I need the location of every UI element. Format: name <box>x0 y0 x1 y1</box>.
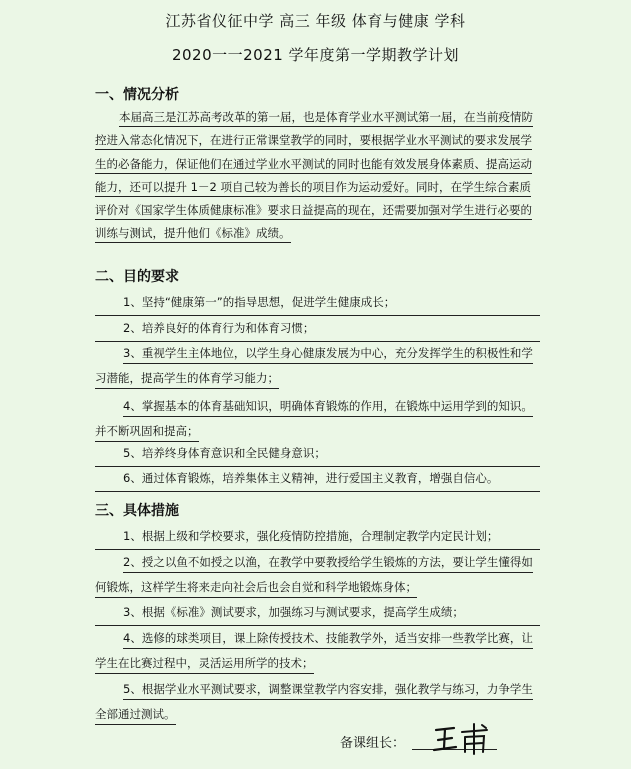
document-title-line2: 2020一一2021 学年度第一学期教学计划 <box>171 46 460 64</box>
measure-item-5-text: 5、根据学业水平测试要求，调整课堂教学内容安排，强化教学与练习，力争学生全部通过测试。 <box>95 682 533 725</box>
goal-item-4 <box>95 394 540 443</box>
goal-item-3-text: 3、重视学生主体地位，以学生身心健康发展为中心，充分发挥学生的积极性和学习潜能，提高学生的体育学习能力； <box>95 346 533 389</box>
measure-item-2 <box>95 550 540 599</box>
measure-item-3: 3、根据《标准》测试要求，加强练习与测试要求，提高学生成绩； <box>95 600 540 626</box>
goal-item-4-text: 4、掌握基本的体育基础知识，明确体育锻炼的作用，在锻炼中运用学到的知识。并不断巩固和提高； <box>95 399 533 442</box>
goal-item-5: 5、培养终身体育意识和全民健身意识； <box>95 441 540 467</box>
goal-item-6: 6、通过体育锻炼，培养集体主义精神，进行爱国主义教育，增强自信心。 <box>95 466 540 492</box>
measure-item-1: 1、根据上级和学校要求，强化疫情防控措施，合理制定教学内定民计划； <box>95 524 540 550</box>
analysis-paragraph <box>95 106 540 246</box>
handwritten-signature <box>432 722 492 756</box>
goal-item-2: 2、培养良好的体育行为和体育习惯； <box>95 316 540 342</box>
goal-item-3 <box>95 341 540 390</box>
measure-item-2-text: 2、授之以鱼不如授之以渔，在教学中要教授给学生锻炼的方法，要让学生懂得如何锻炼，这样学生将来走向社会后也会自觉和科学地锻炼身体； <box>95 555 533 598</box>
section-heading-goals: 二、目的要求 <box>95 269 179 285</box>
section-heading-measures: 三、具体措施 <box>95 503 179 519</box>
measure-item-4-text: 4、选修的球类项目，课上除传授技术、技能教学外，适当安排一些教学比赛，让学生在比赛过程中，灵活运用所学的技术； <box>95 631 533 674</box>
section-heading-analysis: 一、情况分析 <box>95 87 179 103</box>
goal-item-1: 1、坚持“健康第一”的指导思想，促进学生健康成长； <box>95 290 540 316</box>
analysis-text: 本届高三是江苏高考改革的第一届，也是体育学业水平测试第一届，在当前疫情防控进入常态化情况下，在进行正常课堂教学的同时，要根据学业水平测试的要求发展学生的必备能力，保证他们在通过学业水平测试的同时也能有效发展身体素质、提高运动能力，还可以提升 1－2 项自己较为善长的项目作为运动爱好。同时，在学生综合素质评价对《国家学生体质健康标准》要求日益提高的现在，还需要加强对学生进行必要的训练与测试，提升他们《标准》成绩。 <box>95 110 533 243</box>
group-leader-label: 备课组长： <box>340 736 406 751</box>
document-title-line1: 江苏省仪征中学 高三 年级 体育与健康 学科 <box>165 12 466 30</box>
measure-item-4 <box>95 626 540 675</box>
measure-item-5 <box>95 677 540 726</box>
